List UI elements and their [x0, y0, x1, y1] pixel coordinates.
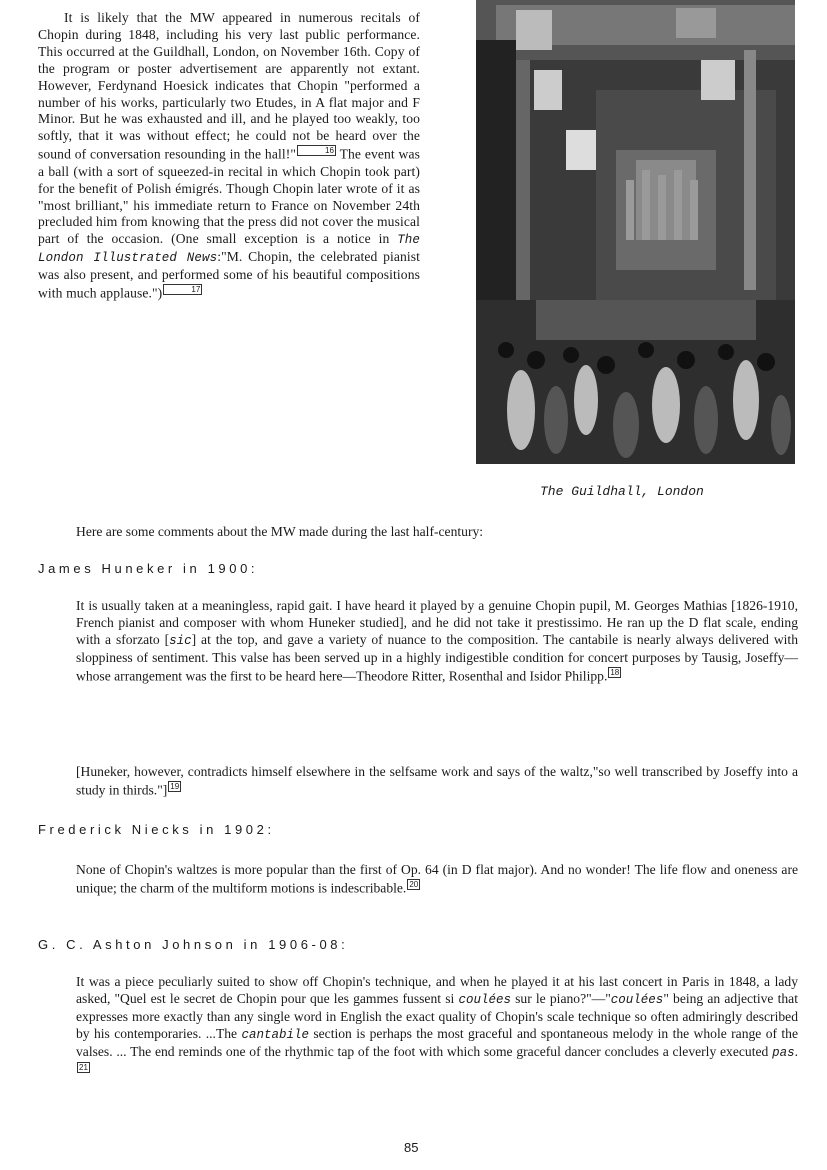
huneker-note-text: [Huneker, however, contradicts himself elsewhere in the selfsame work and says of the waltz,"so well transcribed by Joseffy into a study in thirds."] [76, 764, 798, 798]
intro-paragraph [38, 10, 420, 302]
intro-text-3: :"M. Chopin, the celebrated pianist was also present, and performed some of his beautiful compositions with much applause.") [38, 249, 421, 301]
coulees-word-2: coulées [610, 992, 664, 1007]
newspaper-title: The London Illustrated News [38, 233, 420, 266]
intro-text-1: It is likely that the MW appeared in numerous recitals of Chopin during 1848, including his very last public performance. This occurred at the Guildhall, London, on November 16th. Copy of the program or poster advertisement are apparently not extant. However, Ferdynand Hoesick indicates that Chopin "performed a number of his works, particularly two Etudes, in A flat major and F Minor. But he was exhausted and ill, and he played too weakly, too softly, that it was without effect; he could not be heard over the sound of conversation resounding in the hall!" [38, 10, 420, 162]
section-heading-niecks: Frederick Niecks in 1902: [38, 822, 275, 837]
guildhall-engraving [476, 0, 795, 464]
footnote-ref-18: 18 [610, 667, 620, 677]
footnote-ref-20: 20 [409, 879, 419, 889]
photo-caption: The Guildhall, London [540, 484, 704, 499]
lead-sentence: Here are some comments about the MW made during the last half-century: [76, 524, 484, 539]
footnote-ref-19: 19 [170, 781, 180, 791]
niecks-quote-text: None of Chopin's waltzes is more popular than the first of Op. 64 (in D flat major). And no wonder! The life flow and oneness are unique; the charm of the multiform motions is indescribable. [76, 862, 798, 896]
johnson-quote-part-3: " being an adjective that expresses more exactly than any single word in English the exact quality of Chopin's scale technique so often admiringly described by his contemporaries. ...The [76, 990, 798, 1041]
footnote-ref-17: 17 [163, 284, 202, 295]
section-heading-johnson: G. C. Ashton Johnson in 1906-08: [38, 937, 349, 952]
section-heading-huneker: James Huneker in 1900: [38, 561, 259, 576]
sic-word: sic [169, 633, 192, 648]
cantabile-word: cantabile [241, 1027, 309, 1042]
johnson-quote-part-1: It was a piece peculiarly suited to show off Chopin's technique, and when he played it at his last concert in Paris in 1848, a lady asked, "Quel est le secret de Chopin pour que les gammes fussent si [76, 974, 798, 1006]
huneker-quote-part-2: ] at the top, and gave a variety of nuance to the composition. The cantabile is nearly always delivered with sloppiness of sentiment. This valse has been served up in a highly indigestible condition for concert purposes by Tausig, Joseffy—whose arrangement was the first to be heard here—Theodore Ritter, Rosenthal and Isidor Philipp. [76, 631, 798, 684]
page-number: 85 [404, 1140, 419, 1155]
coulees-word-1: coulées [458, 992, 511, 1007]
footnote-ref-16: 16 [297, 145, 336, 156]
johnson-quote [76, 974, 798, 1080]
johnson-quote-part-4: section is perhaps the most graceful and spontaneous melody in the whole range of the valses. ... The end reminds one of the rhythmic tap of the foot with which some graceful dancer concludes a cleverly executed [76, 1025, 798, 1059]
niecks-quote [76, 862, 798, 897]
huneker-quote [76, 598, 798, 685]
intro-text-2: The event was a ball (with a sort of squeezed-in recital in which Chopin took part) for the benefit of Polish émigrés. Though Chopin later wrote of it as "most brilliant," his immediate return to France on November 24th precluded him from knowing that the press did not cover the musical part of the occasion. (One small exception is a notice in [38, 146, 420, 247]
footnote-ref-21: 21 [79, 1062, 88, 1072]
johnson-quote-part-2: sur le piano?"—" [510, 990, 611, 1006]
huneker-note [76, 764, 798, 799]
huneker-quote-part-1: It is usually taken at a meaningless, rapid gait. I have heard it played by a genuine Chopin pupil, M. Georges Mathias [1826-1910, French pianist and composer with whom Huneker studied], and he did not take it prestissimo. He ran up the D flat scale, ending with a sforzato [ [76, 598, 798, 647]
pas-word: pas [772, 1045, 795, 1060]
johnson-quote-part-5: . [794, 1043, 798, 1059]
